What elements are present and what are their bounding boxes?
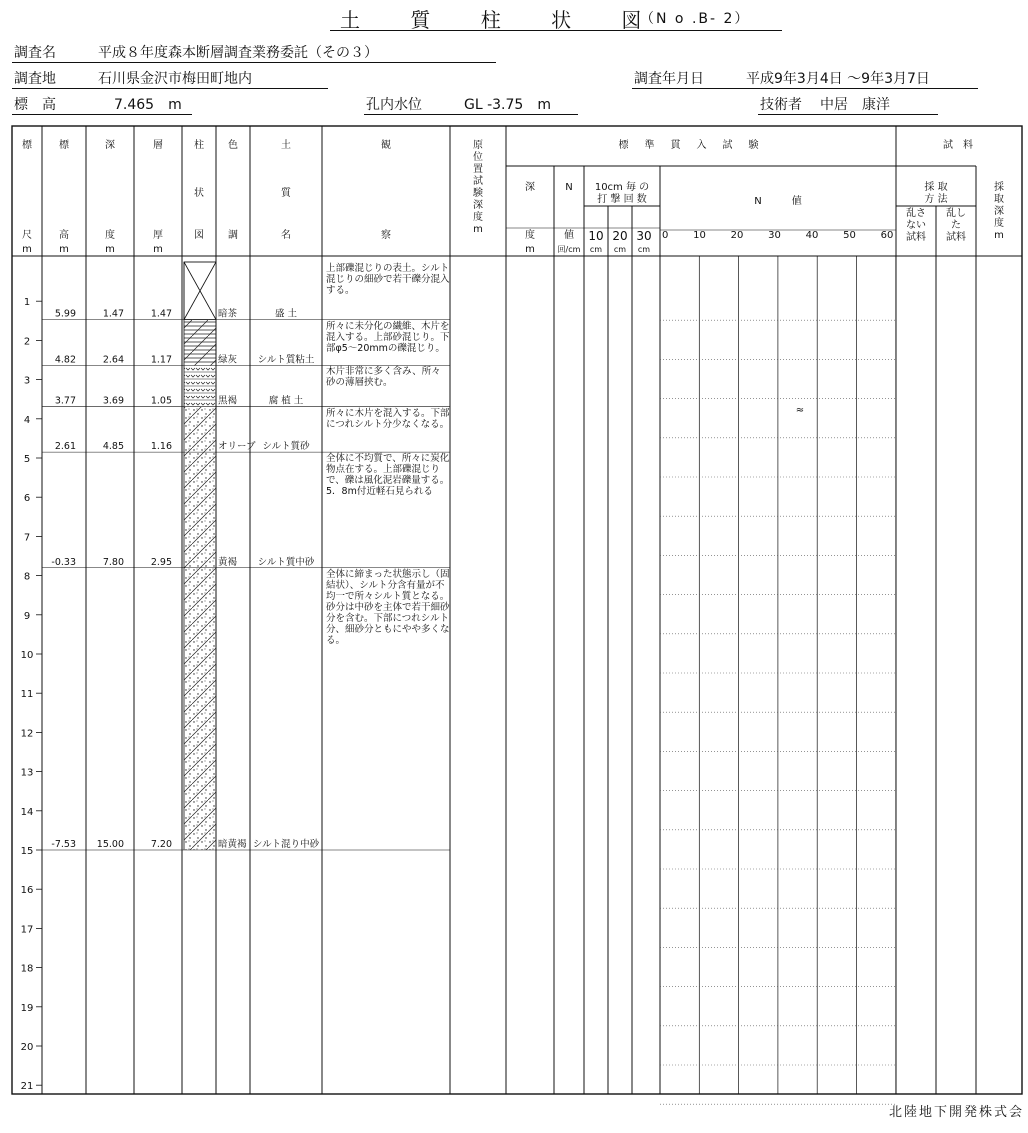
elevation-label: 標 高 (14, 97, 56, 113)
header-blows-col: 30 (636, 229, 652, 243)
header-sample: 試 料 (943, 140, 973, 151)
header-elevation: 高 (59, 230, 69, 241)
header-blows-unit: cm (637, 245, 651, 254)
header-spt: 標 準 貫 入 試 験 (618, 140, 762, 151)
layer-elevation: 2.61 (54, 441, 76, 453)
scale-label: 17 (20, 924, 34, 936)
water-level-value: GL -3.75 m (464, 97, 551, 113)
scale-label: 14 (20, 806, 34, 818)
n-value-grid (660, 256, 896, 1104)
header-soil: 名 (281, 230, 291, 241)
header-blows-title: 打 撃 回 数 (597, 194, 647, 205)
header-sample-depth: 取 (994, 194, 1004, 205)
company-name: 北陸地下開発株式会 (888, 1105, 1024, 1120)
project-name: 平成８年度森本断層調査業務委託（その３） (98, 45, 378, 61)
header-n-tick: 50 (843, 230, 856, 241)
scale-label: 8 (23, 571, 31, 583)
column-headers (22, 138, 1004, 255)
header-soil: 土 (281, 140, 291, 151)
scale-label: 16 (20, 885, 34, 897)
header-insitu-depth: 原 (473, 140, 483, 151)
layer-observation: 木片非常に多く含み、所々砂の薄層挟む。 (326, 366, 441, 389)
depth-scale (21, 297, 42, 1092)
header-color: 色 (228, 140, 238, 151)
layer-thickness: 1.16 (150, 441, 172, 453)
layer-color: 緑灰 (218, 354, 238, 366)
layer-thickness: 2.95 (150, 556, 172, 568)
scale-label: 10 (20, 650, 34, 661)
header-blows-title: 10cm 毎 の (594, 182, 650, 193)
header-n-label: 値 (564, 230, 574, 241)
scale-label: 13 (20, 767, 34, 779)
header-elevation: m (59, 244, 69, 255)
header-depth: 深 (105, 140, 115, 151)
header-blows-unit: cm (589, 245, 603, 254)
n-value-mark: ≈ (795, 405, 805, 416)
layer-thickness: 1.05 (150, 395, 172, 407)
scale-label: 2 (23, 336, 31, 348)
layer-depth: 2.64 (102, 354, 124, 366)
layer-thickness: 1.17 (150, 354, 172, 366)
header-sample-method: 方 法 (924, 194, 948, 205)
header-observation: 察 (381, 230, 391, 241)
date-label: 調査年月日 (634, 71, 704, 87)
header-spt-depth: 度 (525, 230, 535, 241)
header-blows-col: 10 (588, 229, 604, 243)
header-n-tick: 60 (880, 230, 894, 241)
layer-elevation: 5.99 (54, 308, 76, 320)
scale-label: 12 (20, 728, 34, 740)
boring-number: （N o .B- 2） (640, 11, 751, 27)
engineer-name: 中居 康洋 (820, 97, 890, 113)
header-soil: 質 (281, 188, 291, 199)
header-sample-depth: 深 (994, 206, 1004, 217)
layer-thickness: 1.47 (150, 308, 172, 320)
header-disturbed: 乱し (946, 208, 966, 219)
layer-color: 黒褐 (218, 395, 238, 407)
header-undisturbed: 試料 (906, 232, 926, 243)
header-thickness: m (153, 244, 163, 255)
header-n-tick: 20 (730, 230, 744, 241)
layer-soil-name: 盛 土 (274, 308, 298, 320)
layer-pattern-silt (184, 568, 216, 850)
layer-elevation: -7.53 (51, 839, 76, 850)
layer-observation: 上部礫混じりの表土。シルト混じりの細砂で若干礫分混入する。 (326, 263, 450, 296)
layer-pattern-silt (184, 407, 216, 452)
header-n-value: N 値 (754, 196, 802, 207)
layer-depth: 7.80 (102, 556, 124, 568)
header-n-unit: 回/cm (557, 245, 581, 254)
project-label: 調査名 (14, 45, 56, 61)
layer-observation: 全体に不均質で、所々に炭化物点在する。上部礫混じりで、礫は風化泥岩礫量する。5．8m付近軽石見られる (326, 453, 450, 498)
scale-label: 6 (23, 493, 31, 505)
layer-color: 暗黄褐 (218, 839, 247, 850)
scale-label: 5 (23, 454, 31, 465)
layer-depth: 3.69 (102, 395, 124, 407)
header-spt-depth: 深 (525, 182, 535, 193)
layer-depth: 1.47 (102, 308, 124, 320)
header-elevation: 標 (59, 140, 69, 151)
header-n-tick: 40 (805, 230, 819, 241)
header-insitu-depth: 位 (473, 152, 483, 163)
header-thickness: 厚 (153, 230, 163, 241)
header-disturbed: た (951, 220, 961, 231)
scale-label: 19 (20, 1002, 34, 1014)
header-blows-unit: cm (613, 245, 627, 254)
header-n-tick: 0 (662, 230, 669, 241)
layer-depth: 4.85 (102, 441, 124, 453)
header-undisturbed: 乱さ (906, 208, 926, 219)
layer-soil-name: 腐 植 土 (268, 395, 304, 407)
engineer-label: 技術者 (760, 97, 802, 113)
scale-label: 3 (23, 375, 31, 387)
layer-pattern-silt (184, 452, 216, 568)
table-frame (12, 126, 1022, 1094)
header-column: 状 (194, 188, 204, 199)
scale-label: 7 (23, 532, 31, 544)
layer-elevation: 4.82 (54, 354, 76, 366)
header-column: 図 (194, 230, 204, 241)
header-color: 調 (228, 230, 238, 241)
header-n-tick: 30 (768, 230, 781, 241)
layer-soil-name: シルト質中砂 (257, 556, 315, 568)
site-label: 調査地 (14, 71, 56, 87)
layer-soil-name: シルト質砂 (262, 441, 310, 453)
scale-label: 11 (20, 689, 34, 701)
header-disturbed: 試料 (946, 232, 966, 243)
layer-observation: 所々に木片を混入する。下部につれシルト分少なくなる。 (326, 407, 450, 430)
layer-observation: 全体に締まった状態示し（固結状）、シルト分含有量が不均一で所々シルト質となる。砂分は中砂を主体で若干細砂分を含む。下部につれシルト分、細砂分ともにやや多くなる。 (326, 568, 450, 646)
header-insitu-depth: 度 (473, 212, 483, 223)
elevation-value: 7.465 m (114, 97, 182, 113)
layer-color: 黄褐 (218, 556, 238, 568)
header-insitu-depth: 験 (473, 188, 483, 199)
layer-soil-name: シルト質粘土 (257, 354, 315, 366)
layer-color: 暗茶 (218, 308, 238, 320)
layer-depth: 15.00 (96, 839, 124, 850)
survey-date: 平成9年3月4日 ～9年3月7日 (746, 71, 930, 87)
header-n-tick: 10 (693, 230, 706, 241)
header-scale: m (22, 244, 32, 255)
layer-elevation: -0.33 (51, 556, 76, 568)
layer-soil-name: シルト混り中砂 (252, 839, 320, 850)
header-column: 柱 (194, 140, 204, 151)
scale-label: 9 (23, 610, 31, 622)
header-insitu-depth: 置 (473, 164, 483, 175)
water-level-label: 孔内水位 (366, 97, 422, 113)
header-insitu-depth: 試 (473, 176, 483, 187)
header-scale: 標 (22, 140, 32, 151)
header-scale: 尺 (22, 230, 32, 241)
header-insitu-depth: 深 (473, 200, 483, 211)
scale-label: 15 (20, 846, 34, 857)
header-blows-col: 20 (612, 229, 628, 243)
header-sample-depth: 度 (994, 218, 1004, 229)
layer-observation: 所々に未分化の繊維、木片を混入する。上部砂混じり。下部φ5～20mmの礫混じり。 (326, 320, 450, 354)
site-name: 石川県金沢市梅田町地内 (98, 71, 252, 87)
layer-pattern (184, 365, 216, 406)
layer-pattern-silt (184, 320, 216, 366)
header-thickness: 層 (153, 140, 163, 151)
document-title: 土 質 柱 状 図 (340, 8, 664, 32)
scale-label: 18 (20, 963, 34, 975)
header-sample-depth: 採 (994, 182, 1004, 193)
layer-thickness: 7.20 (150, 839, 172, 850)
header-observation: 観 (381, 140, 391, 151)
header-depth: 度 (105, 230, 115, 241)
header-depth: m (105, 244, 115, 255)
scale-label: 21 (20, 1081, 34, 1093)
scale-label: 1 (23, 297, 31, 309)
header-sample-method: 採 取 (924, 182, 948, 193)
n-value-marks (796, 405, 804, 416)
header-spt-depth: m (525, 244, 535, 255)
layer-color: オリーブ (218, 441, 256, 453)
scale-label: 20 (20, 1042, 34, 1053)
scale-label: 4 (23, 414, 31, 426)
header-undisturbed: ない (906, 220, 926, 231)
layer-elevation: 3.77 (54, 395, 76, 407)
header-sample-depth: m (994, 230, 1004, 241)
header-insitu-depth: m (473, 224, 483, 235)
header-n-symbol: N (565, 182, 573, 193)
